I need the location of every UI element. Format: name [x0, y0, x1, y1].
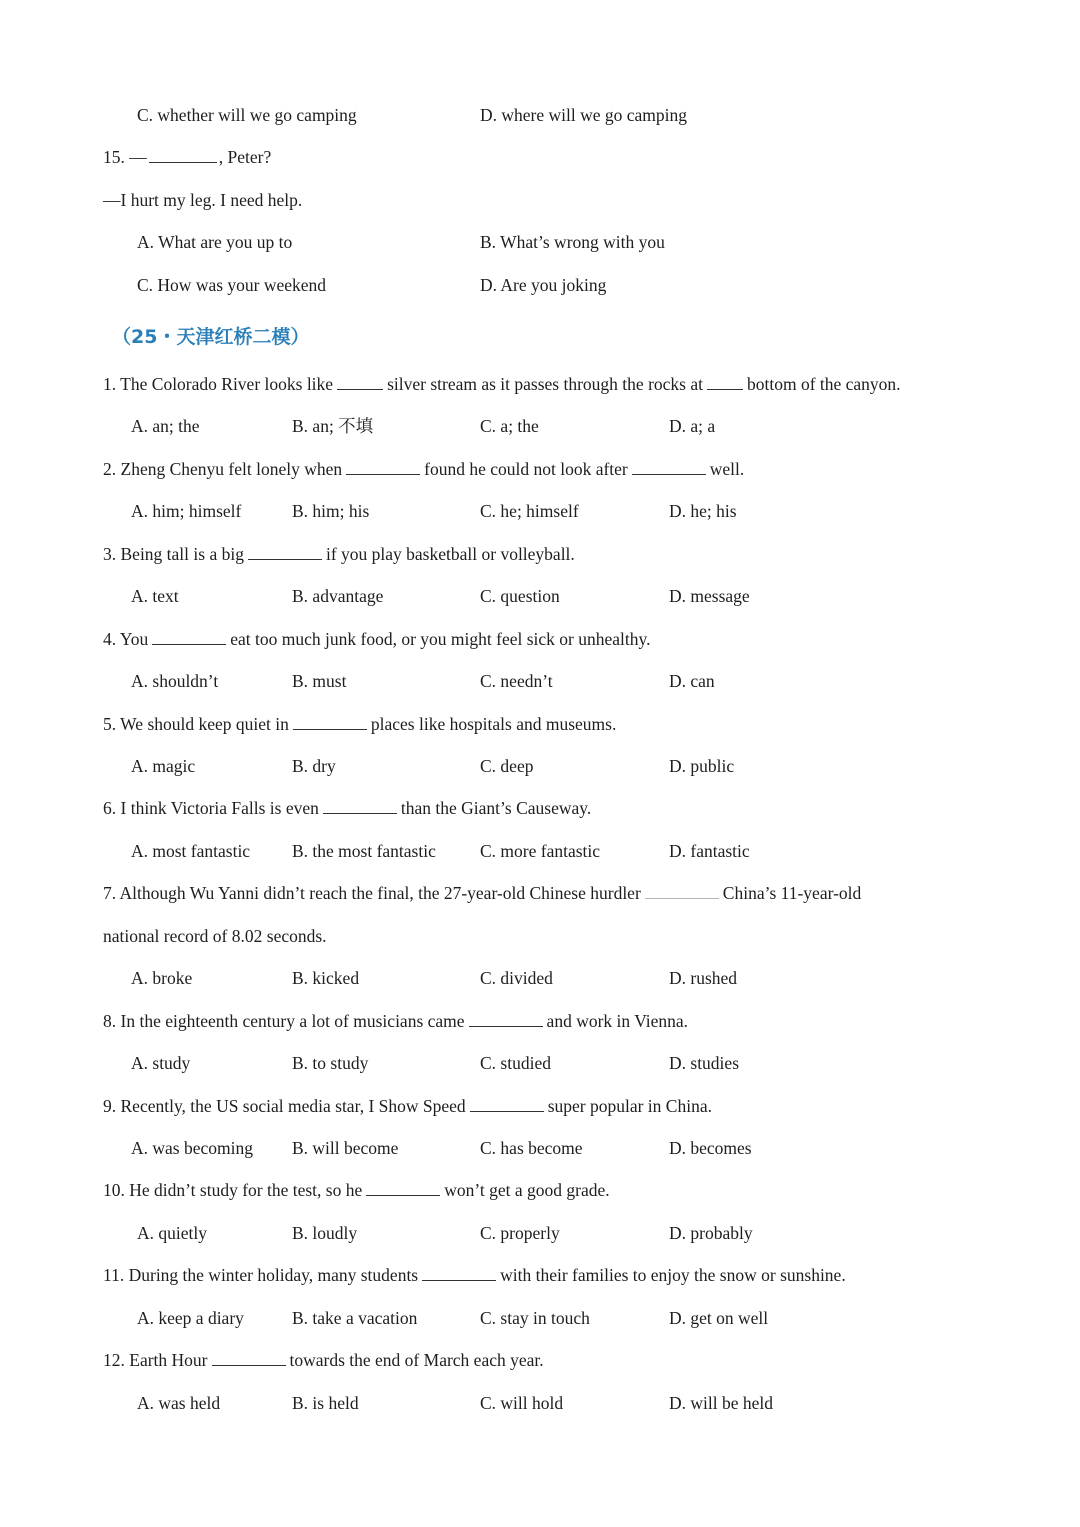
option-c: C. needn’t [480, 671, 553, 691]
question-text: towards the end of March each year. [289, 1350, 544, 1370]
question-text: 4. You [103, 629, 149, 649]
question-text: bottom of the canyon. [746, 374, 901, 394]
answer-blank [149, 145, 217, 163]
option-d: D. Are you joking [480, 275, 607, 295]
answer-blank [337, 372, 383, 390]
question-text: and work in Vienna. [546, 1011, 689, 1031]
option-a: A. magic [131, 756, 196, 776]
option-a: A. was becoming [131, 1138, 253, 1158]
option-d: D. fantastic [669, 841, 750, 861]
answer-blank [248, 542, 322, 560]
option-a: A. text [131, 586, 179, 606]
option-c: C. divided [480, 968, 553, 988]
question-8 [0, 1006, 1080, 1036]
option-d: D. he; his [669, 501, 737, 521]
question-text: , Peter? [218, 147, 272, 167]
q10-options [0, 1218, 1080, 1248]
answer-blank [293, 712, 367, 730]
q6-options [0, 836, 1080, 866]
question-text: 5. We should keep quiet in [103, 714, 289, 734]
option-a: A. keep a diary [137, 1308, 244, 1328]
question-text: 9. Recently, the US social media star, I Show Speed [103, 1096, 466, 1116]
option-c: C. question [480, 586, 560, 606]
q4-options [0, 666, 1080, 696]
option-d: D. a; a [669, 416, 716, 436]
question-text: places like hospitals and museums. [370, 714, 617, 734]
q1-options [0, 411, 1080, 441]
q12-options [0, 1388, 1080, 1418]
answer-blank [366, 1178, 440, 1196]
option-d: D. message [669, 586, 750, 606]
q15-options-row2 [0, 270, 1080, 300]
q14-options [0, 100, 1080, 130]
question-text: 11. During the winter holiday, many students [103, 1265, 419, 1285]
section-heading: （25・天津红桥二模） [112, 326, 310, 348]
option-a: A. an; the [131, 416, 200, 436]
option-c: C. deep [480, 756, 534, 776]
option-a: A. What are you up to [137, 232, 293, 252]
question-15 [0, 142, 1080, 172]
question-text: 1. The Colorado River looks like [103, 374, 334, 394]
q9-options [0, 1133, 1080, 1163]
question-7 [0, 878, 1080, 908]
option-b: B. What’s wrong with you [480, 232, 665, 252]
option-c: C. more fantastic [480, 841, 601, 861]
reply-text: —I hurt my leg. I need help. [103, 190, 303, 210]
option-b: B. loudly [292, 1223, 358, 1243]
question-2 [0, 454, 1080, 484]
answer-blank [212, 1348, 286, 1366]
option-a: A. broke [131, 968, 193, 988]
option-c: C. he; himself [480, 501, 579, 521]
option-d: D. where will we go camping [480, 105, 688, 125]
q2-options [0, 496, 1080, 526]
option-a: A. was held [137, 1393, 221, 1413]
question-text: 8. In the eighteenth century a lot of musicians came [103, 1011, 465, 1031]
answer-blank [632, 457, 706, 475]
question-3 [0, 539, 1080, 569]
question-4 [0, 624, 1080, 654]
option-c: C. studied [480, 1053, 551, 1073]
q7-options [0, 963, 1080, 993]
question-text: 6. I think Victoria Falls is even [103, 798, 319, 818]
option-a: A. him; himself [131, 501, 242, 521]
question-12 [0, 1345, 1080, 1375]
option-b: B. kicked [292, 968, 360, 988]
q5-options [0, 751, 1080, 781]
question-text: won’t get a good grade. [444, 1180, 610, 1200]
option-b: B. must [292, 671, 347, 691]
option-b: B. an; 不填 [292, 416, 374, 436]
question-text: 10. He didn’t study for the test, so he [103, 1180, 363, 1200]
question-9 [0, 1091, 1080, 1121]
option-b: B. to study [292, 1053, 369, 1073]
option-d: D. probably [669, 1223, 753, 1243]
q8-options [0, 1048, 1080, 1078]
question-text: well. [709, 459, 745, 479]
answer-blank [346, 457, 420, 475]
question-5 [0, 709, 1080, 739]
question-text: with their families to enjoy the snow or sunshine. [500, 1265, 846, 1285]
option-a: A. study [131, 1053, 191, 1073]
option-c: C. whether will we go camping [137, 105, 357, 125]
option-a: A. quietly [137, 1223, 207, 1243]
option-b: B. advantage [292, 586, 384, 606]
question-text: 15. — [103, 147, 147, 167]
option-c: C. properly [480, 1223, 560, 1243]
answer-blank [422, 1263, 496, 1281]
question-1 [0, 369, 1080, 399]
question-text: super popular in China. [547, 1096, 712, 1116]
answer-blank [470, 1094, 544, 1112]
answer-blank [469, 1009, 543, 1027]
option-d: D. becomes [669, 1138, 752, 1158]
question-7-line2 [0, 921, 1080, 951]
question-text: silver stream as it passes through the rocks at [387, 374, 703, 394]
question-text: 2. Zheng Chenyu felt lonely when [103, 459, 343, 479]
question-text: national record of 8.02 seconds. [103, 926, 327, 946]
question-11 [0, 1260, 1080, 1290]
q15-options-row1 [0, 227, 1080, 257]
question-text: 12. Earth Hour [103, 1350, 208, 1370]
answer-blank [152, 627, 226, 645]
question-text: than the Giant’s Causeway. [400, 798, 592, 818]
option-b: B. the most fantastic [292, 841, 436, 861]
option-b: B. is held [292, 1393, 359, 1413]
option-d: D. public [669, 756, 735, 776]
question-text: China’s 11-year-old [722, 883, 862, 903]
option-d: D. can [669, 671, 715, 691]
option-b: B. dry [292, 756, 336, 776]
option-d: D. get on well [669, 1308, 769, 1328]
question-6 [0, 793, 1080, 823]
option-d: D. will be held [669, 1393, 774, 1413]
option-d: D. studies [669, 1053, 739, 1073]
question-text: 3. Being tall is a big [103, 544, 244, 564]
option-a: A. most fantastic [131, 841, 251, 861]
question-15-reply [0, 185, 1080, 215]
option-c: C. stay in touch [480, 1308, 590, 1328]
answer-blank [323, 796, 397, 814]
option-b: B. him; his [292, 501, 370, 521]
answer-blank [707, 372, 743, 390]
question-text: found he could not look after [424, 459, 628, 479]
option-c: C. will hold [480, 1393, 564, 1413]
question-10 [0, 1175, 1080, 1205]
answer-blank [645, 881, 719, 899]
option-d: D. rushed [669, 968, 738, 988]
option-b: B. take a vacation [292, 1308, 418, 1328]
question-text: eat too much junk food, or you might feel sick or unhealthy. [230, 629, 651, 649]
option-c: C. a; the [480, 416, 539, 436]
option-b: B. will become [292, 1138, 399, 1158]
question-text: 7. Although Wu Yanni didn’t reach the final, the 27-year-old Chinese hurdler [103, 883, 641, 903]
q11-options [0, 1303, 1080, 1333]
q3-options [0, 581, 1080, 611]
option-c: C. has become [480, 1138, 583, 1158]
option-c: C. How was your weekend [137, 275, 327, 295]
question-text: if you play basketball or volleyball. [325, 544, 575, 564]
option-a: A. shouldn’t [131, 671, 219, 691]
